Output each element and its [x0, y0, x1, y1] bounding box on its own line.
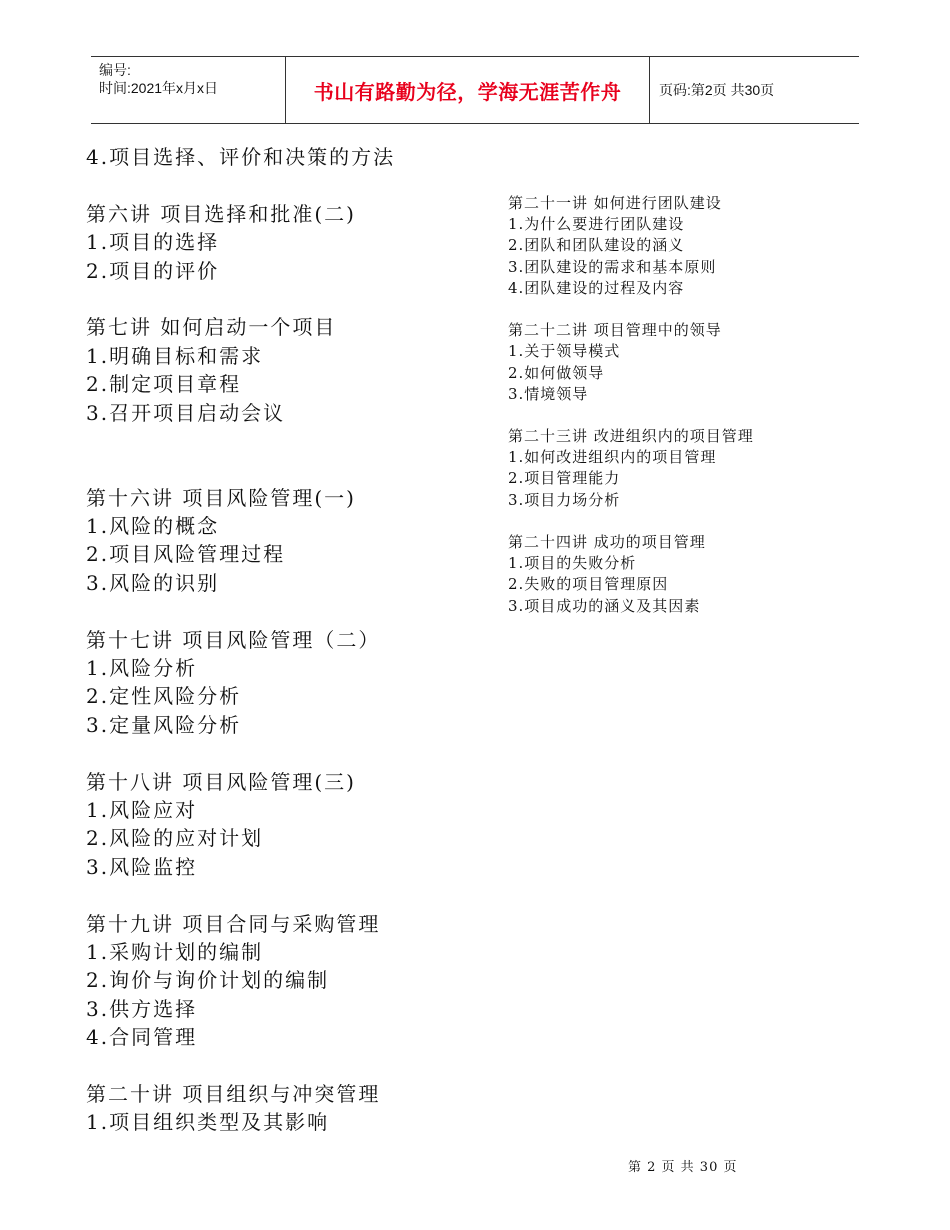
header-motto-cell [286, 57, 650, 123]
list-item: 2.定性风险分析 [86, 684, 242, 709]
page-header [91, 56, 859, 124]
left-spacer [86, 1052, 486, 1080]
section-heading: 第二十讲 项目组织与冲突管理 [86, 1081, 381, 1106]
list-item: 2.风险的应对计划 [86, 826, 264, 851]
header-motto: 书山有路勤为径，学海无涯苦作舟 [313, 79, 622, 104]
list-item: 3.团队建设的需求和基本原则 [508, 257, 717, 276]
right-column [508, 193, 868, 617]
right-spacer [508, 299, 868, 320]
section-heading: 第十七讲 项目风险管理（二） [86, 627, 381, 652]
left-spacer [86, 171, 486, 199]
page-footer: 第 2 页 共 30 页 [628, 1160, 738, 1175]
list-item: 2.如何做领导 [508, 363, 605, 382]
list-item: 3.情境领导 [508, 384, 589, 403]
right-spacer [508, 511, 868, 532]
list-item: 3.供方选择 [86, 996, 198, 1021]
list-item: 1.关于领导模式 [508, 342, 621, 361]
list-item: 3.项目成功的涵义及其因素 [508, 596, 701, 615]
left-spacer [86, 597, 486, 625]
list-item: 1.风险分析 [86, 656, 198, 681]
section-heading: 第十九讲 项目合同与采购管理 [86, 911, 381, 936]
document-number-label: 编号: [99, 62, 131, 78]
list-item: 1.风险的概念 [86, 514, 220, 539]
right-spacer [508, 405, 868, 426]
list-item: 2.项目风险管理过程 [86, 542, 286, 567]
list-item: 3.风险监控 [86, 854, 198, 879]
list-item: 1.风险应对 [86, 798, 198, 822]
left-spacer [86, 285, 486, 313]
left-spacer [86, 427, 486, 484]
section-heading: 第二十一讲 如何进行团队建设 [508, 194, 722, 212]
header-page-number: 页码:第2页 共30页 [659, 82, 775, 98]
list-item: 3.定量风险分析 [86, 712, 242, 737]
list-item: 1.项目组织类型及其影响 [86, 1110, 330, 1135]
list-item: 1.为什么要进行团队建设 [508, 215, 685, 234]
section-heading: 第二十二讲 项目管理中的领导 [508, 321, 722, 340]
list-item: 2.团队和团队建设的涵义 [508, 236, 685, 255]
list-item: 2.失败的项目管理原因 [508, 575, 669, 594]
list-item: 2.询价与询价计划的编制 [86, 968, 330, 993]
section-heading: 第十八讲 项目风险管理(三) [86, 769, 356, 794]
list-item: 1.采购计划的编制 [86, 939, 264, 964]
list-item: 3.召开项目启动会议 [86, 400, 286, 425]
document-time-label: 时间:2021年x月x日 [99, 80, 219, 96]
list-item: 2.项目的评价 [86, 258, 220, 283]
list-item: 3.风险的识别 [86, 570, 220, 595]
list-item: 4.团队建设的过程及内容 [508, 278, 685, 297]
list-item: 1.如何改进组织内的项目管理 [508, 448, 717, 467]
list-item: 1.明确目标和需求 [86, 343, 264, 368]
list-item: 2.制定项目章程 [86, 372, 242, 397]
header-meta-cell [91, 57, 286, 123]
section-heading: 第二十四讲 成功的项目管理 [508, 533, 706, 551]
left-spacer [86, 739, 486, 767]
left-spacer [86, 881, 486, 909]
list-item: 3.项目力场分析 [508, 490, 621, 509]
section-heading: 第十六讲 项目风险管理(一) [86, 485, 356, 510]
section-heading: 第六讲 项目选择和批准(二) [86, 201, 356, 226]
list-item: 1.项目的失败分析 [508, 554, 637, 573]
section-heading: 第二十三讲 改进组织内的项目管理 [508, 427, 754, 446]
left-line: 4.项目选择、评价和决策的方法 [86, 145, 396, 169]
list-item: 2.项目管理能力 [508, 469, 621, 488]
list-item: 1.项目的选择 [86, 230, 220, 255]
header-page-cell [650, 57, 859, 123]
section-heading: 第七讲 如何启动一个项目 [86, 315, 337, 340]
list-item: 4.合同管理 [86, 1025, 198, 1050]
left-column [86, 143, 486, 1137]
